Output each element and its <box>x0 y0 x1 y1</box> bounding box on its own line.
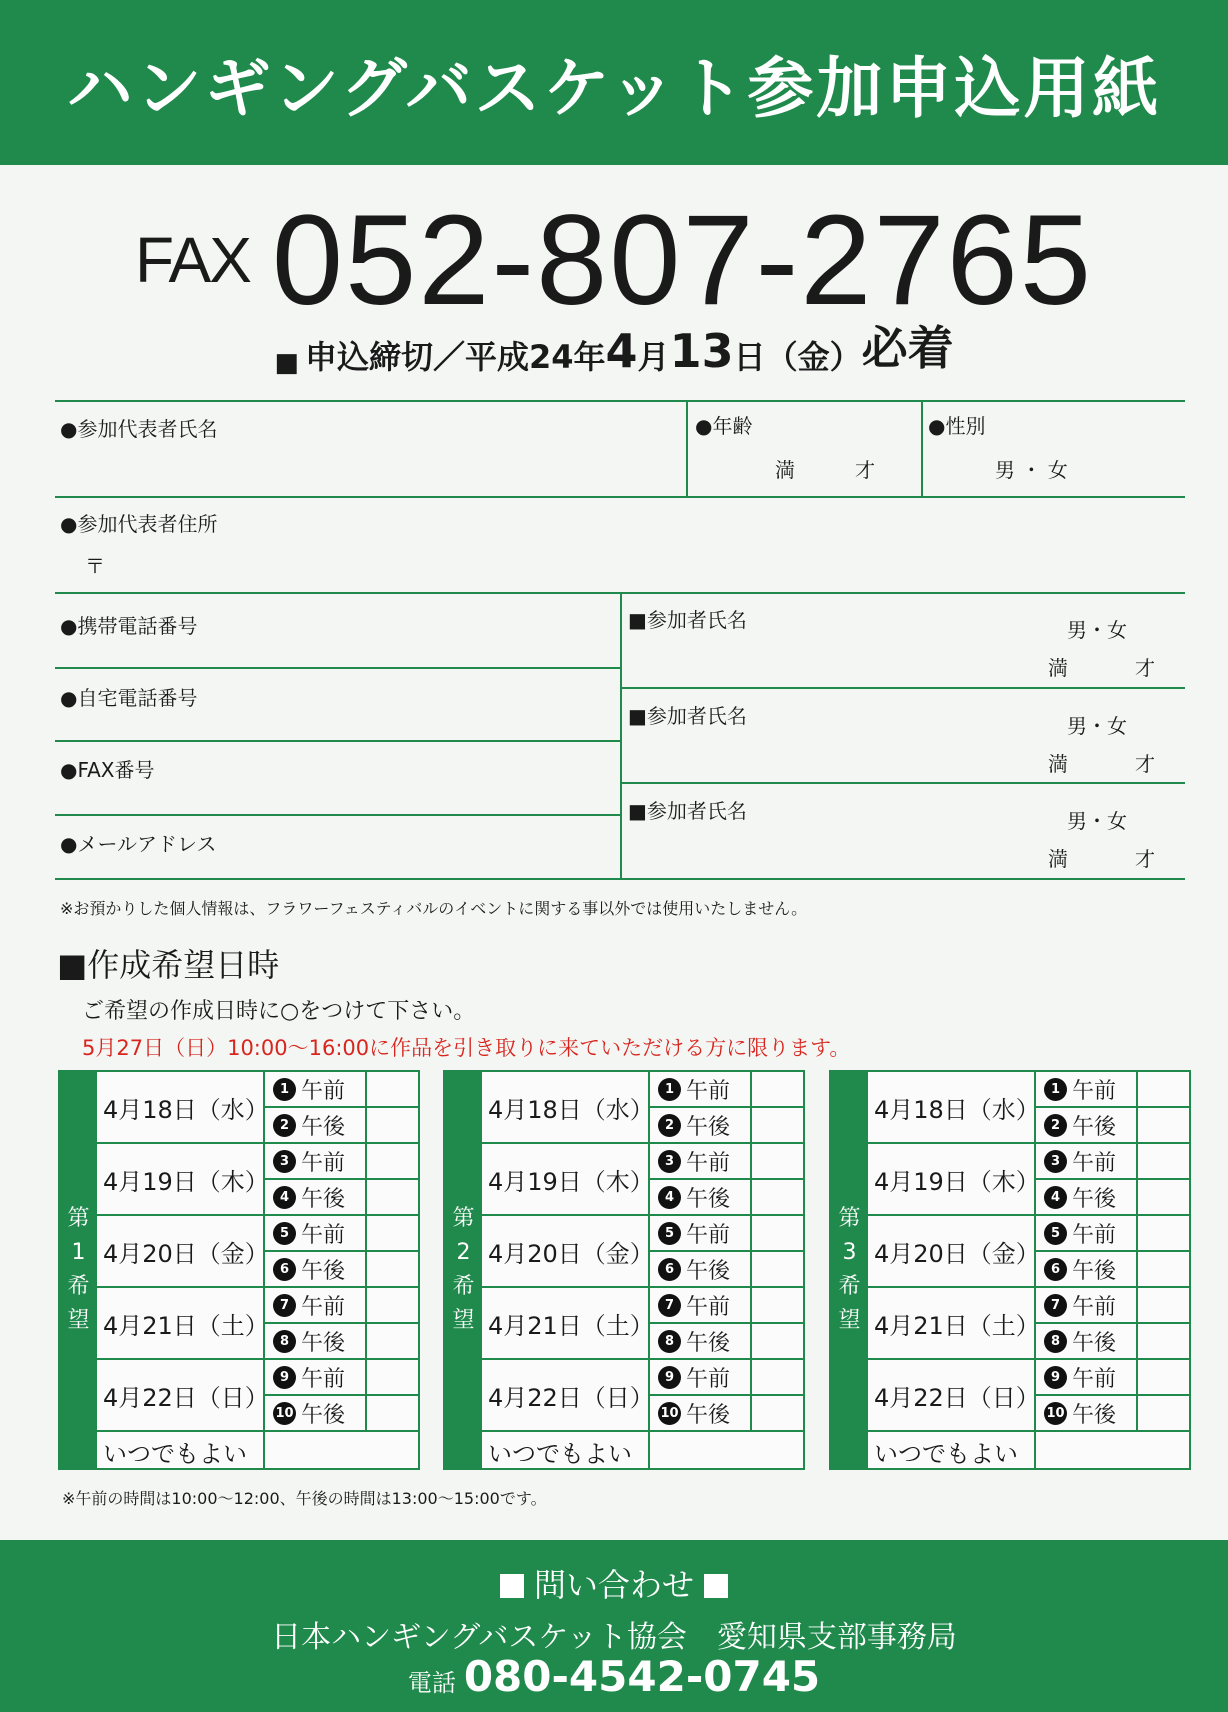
preference-rank-char: 第 <box>452 1205 475 1231</box>
participant-age-suffix: 才 <box>1135 752 1155 776</box>
time-slot-label <box>1036 1180 1138 1214</box>
time-slot-text: 午前 <box>686 1222 731 1248</box>
time-slot-text: 午前 <box>301 1078 346 1104</box>
time-slot-option[interactable] <box>650 1216 805 1252</box>
deadline-prefix: 申込締切／平成24年 <box>304 338 606 376</box>
date-cell: 4月19日（木） <box>97 1144 265 1216</box>
inquiry-label: 問い合わせ <box>533 1566 694 1604</box>
form-rule <box>55 740 620 742</box>
time-slot-label <box>1036 1360 1138 1394</box>
date-cell: 4月21日（土） <box>868 1288 1036 1360</box>
form-title: ハンギングバスケット参加申込用紙 <box>66 50 1162 127</box>
date-cell: 4月18日（水） <box>482 1072 650 1144</box>
circled-number-icon: 2 <box>1044 1114 1067 1137</box>
participant-age-prefix: 満 <box>1048 656 1068 680</box>
time-slot-label <box>650 1288 752 1322</box>
preference-rank-char: 第 <box>67 1205 90 1231</box>
circled-number-icon: 6 <box>1044 1258 1067 1281</box>
time-slot-label <box>650 1360 752 1394</box>
time-slot-option[interactable] <box>265 1072 420 1108</box>
deadline-month-unit: 月 <box>637 338 670 376</box>
preference-rank-char: 望 <box>838 1308 861 1334</box>
time-slot-label <box>265 1144 367 1178</box>
circled-number-icon: 2 <box>658 1114 681 1137</box>
time-slot-option[interactable] <box>1036 1072 1191 1108</box>
schedule-instruction: ご希望の作成日時に○をつけて下さい。 <box>82 999 476 1024</box>
circled-number-icon: 10 <box>658 1402 681 1425</box>
circled-number-icon: 3 <box>1044 1150 1067 1173</box>
anytime-option[interactable]: いつでもよい <box>97 1432 265 1470</box>
form-rule <box>921 400 923 496</box>
time-slot-label <box>265 1072 367 1106</box>
time-slot-label <box>265 1216 367 1250</box>
time-slot-label <box>650 1396 752 1430</box>
time-slot-option[interactable] <box>265 1252 420 1288</box>
pickup-restriction: 5月27日（日）10:00〜16:00に作品を引き取りに来ていただける方に限ります。 <box>82 1036 851 1060</box>
participant-gender-options: 男・女 <box>1067 809 1127 833</box>
date-cell: 4月19日（木） <box>482 1144 650 1216</box>
deadline-marker: ■ <box>274 348 299 378</box>
date-cell: 4月20日（金） <box>97 1216 265 1288</box>
form-rule <box>55 400 1185 402</box>
date-cell: 4月18日（水） <box>868 1072 1036 1144</box>
time-slot-text: 午後 <box>301 1402 346 1428</box>
time-slot-label <box>1036 1324 1138 1358</box>
circled-number-icon: 3 <box>273 1150 296 1173</box>
date-cell: 4月21日（土） <box>97 1288 265 1360</box>
circled-number-icon: 7 <box>658 1294 681 1317</box>
organization-name: 日本ハンギングバスケット協会 愛知県支部事務局 <box>271 1620 957 1655</box>
time-slot-option[interactable] <box>265 1288 420 1324</box>
time-slot-label <box>650 1072 752 1106</box>
time-slot-text: 午前 <box>1072 1222 1117 1248</box>
circled-number-icon: 6 <box>658 1258 681 1281</box>
time-footnote: ※午前の時間は10:00〜12:00、午後の時間は13:00〜15:00です。 <box>62 1489 547 1508</box>
circled-number-icon: 4 <box>1044 1186 1067 1209</box>
time-slot-option[interactable] <box>650 1288 805 1324</box>
deadline-month: 4 <box>605 324 638 378</box>
circled-number-icon: 9 <box>273 1366 296 1389</box>
time-slot-option[interactable] <box>650 1072 805 1108</box>
preference-rank-char: 望 <box>67 1308 90 1334</box>
time-slot-label <box>1036 1252 1138 1286</box>
circled-number-icon: 2 <box>273 1114 296 1137</box>
form-rule <box>620 782 1185 784</box>
preference-rank-label <box>831 1072 868 1468</box>
date-cell: 4月19日（木） <box>868 1144 1036 1216</box>
time-slot-option[interactable] <box>265 1144 420 1180</box>
phone-number: 080-4542-0745 <box>463 1652 821 1701</box>
deadline-day: 13 <box>669 324 734 378</box>
time-slot-option[interactable] <box>1036 1396 1191 1432</box>
time-slot-option[interactable] <box>265 1324 420 1360</box>
circled-number-icon: 4 <box>273 1186 296 1209</box>
time-slot-label <box>265 1324 367 1358</box>
time-slot-label <box>650 1180 752 1214</box>
circled-number-icon: 7 <box>1044 1294 1067 1317</box>
time-slot-option[interactable] <box>650 1324 805 1360</box>
time-slot-text: 午前 <box>301 1222 346 1248</box>
time-slot-option[interactable] <box>265 1396 420 1432</box>
time-slot-text: 午前 <box>301 1294 346 1320</box>
time-slot-option[interactable] <box>1036 1180 1191 1216</box>
preference-rank-char: 希 <box>838 1274 861 1299</box>
participant-age-prefix: 満 <box>1048 752 1068 776</box>
participant-gender-options: 男・女 <box>1067 618 1127 642</box>
time-slot-text: 午後 <box>301 1330 346 1356</box>
time-slot-option[interactable] <box>265 1360 420 1396</box>
circled-number-icon: 10 <box>1044 1402 1067 1425</box>
participant-age-prefix: 満 <box>1048 847 1068 871</box>
time-slot-text: 午後 <box>1072 1258 1117 1284</box>
time-slot-label <box>1036 1288 1138 1322</box>
time-slot-label <box>650 1216 752 1250</box>
time-slot-option[interactable] <box>265 1180 420 1216</box>
postal-mark: 〒 <box>85 554 105 578</box>
form-rule <box>55 667 620 669</box>
preference-rank-char: 1 <box>71 1239 86 1265</box>
time-slot-option[interactable] <box>1036 1360 1191 1396</box>
circled-number-icon: 7 <box>273 1294 296 1317</box>
time-slot-option[interactable] <box>650 1144 805 1180</box>
time-slot-option[interactable] <box>1036 1216 1191 1252</box>
time-slot-text: 午後 <box>301 1186 346 1212</box>
preference-rank-label <box>445 1072 482 1468</box>
participant-name-label: ■参加者氏名 <box>628 704 747 728</box>
time-slot-option[interactable] <box>265 1216 420 1252</box>
address-label: ●参加代表者住所 <box>60 512 218 536</box>
date-cell: 4月22日（日） <box>482 1360 650 1432</box>
time-slot-text: 午前 <box>1072 1078 1117 1104</box>
mobile-phone-label: ●携帯電話番号 <box>60 614 198 638</box>
time-slot-option[interactable] <box>1036 1324 1191 1360</box>
circled-number-icon: 10 <box>273 1402 296 1425</box>
age-suffix: 才 <box>855 458 875 482</box>
fax-number-label: ●FAX番号 <box>60 758 155 782</box>
deadline <box>0 318 1228 378</box>
square-icon <box>500 1574 524 1598</box>
participant-name-label: ■参加者氏名 <box>628 799 747 823</box>
preference-rank-char: 2 <box>456 1239 471 1265</box>
form-rule <box>55 814 620 816</box>
time-slot-option[interactable] <box>650 1360 805 1396</box>
inquiry-heading <box>0 1560 1228 1606</box>
circled-number-icon: 1 <box>658 1078 681 1101</box>
form-rule <box>55 496 1185 498</box>
time-slot-text: 午前 <box>301 1150 346 1176</box>
age-label: ●年齢 <box>695 414 753 438</box>
circled-number-icon: 8 <box>1044 1330 1067 1353</box>
time-slot-label <box>265 1180 367 1214</box>
circled-number-icon: 8 <box>273 1330 296 1353</box>
time-slot-text: 午後 <box>1072 1402 1117 1428</box>
time-slot-label <box>265 1360 367 1394</box>
time-slot-text: 午後 <box>301 1114 346 1140</box>
preference-rank-char: 望 <box>452 1308 475 1334</box>
participant-name-label: ■参加者氏名 <box>628 608 747 632</box>
time-slot-option[interactable] <box>265 1108 420 1144</box>
participant-age-suffix: 才 <box>1135 847 1155 871</box>
time-slot-text: 午前 <box>686 1078 731 1104</box>
fax-number: 052-807-2765 <box>271 189 1094 332</box>
circled-number-icon: 8 <box>658 1330 681 1353</box>
time-slot-text: 午後 <box>1072 1186 1117 1212</box>
time-slot-text: 午後 <box>301 1258 346 1284</box>
time-slot-label <box>265 1108 367 1142</box>
circled-number-icon: 3 <box>658 1150 681 1173</box>
time-slot-option[interactable] <box>650 1180 805 1216</box>
preference-rank-char: 希 <box>67 1274 90 1299</box>
square-icon <box>704 1574 728 1598</box>
circled-number-icon: 9 <box>1044 1366 1067 1389</box>
time-slot-text: 午前 <box>1072 1150 1117 1176</box>
form-rule <box>620 687 1185 689</box>
schedule-section-title: ■作成希望日時 <box>57 946 280 984</box>
fax-line <box>0 175 1228 332</box>
email-label: ●メールアドレス <box>60 832 217 856</box>
circled-number-icon: 9 <box>658 1366 681 1389</box>
form-title-banner <box>0 0 1228 165</box>
time-slot-text: 午後 <box>686 1402 731 1428</box>
anytime-option[interactable]: いつでもよい <box>868 1432 1036 1470</box>
preference-table-2 <box>443 1070 805 1470</box>
home-phone-label: ●自宅電話番号 <box>60 686 198 710</box>
time-slot-text: 午前 <box>1072 1294 1117 1320</box>
time-slot-option[interactable] <box>1036 1252 1191 1288</box>
time-slot-option[interactable] <box>1036 1144 1191 1180</box>
circled-number-icon: 1 <box>273 1078 296 1101</box>
participant-gender-options: 男・女 <box>1067 714 1127 738</box>
fax-label: FAX <box>134 224 250 296</box>
gender-label: ●性別 <box>928 414 986 438</box>
time-slot-label <box>650 1144 752 1178</box>
date-cell: 4月22日（日） <box>868 1360 1036 1432</box>
preference-rank-char: 希 <box>452 1274 475 1299</box>
deadline-day-unit: 日（金） <box>733 338 862 376</box>
privacy-notice: ※お預かりした個人情報は、フラワーフェスティバルのイベントに関する事以外では使用いたしません。 <box>60 899 808 918</box>
time-slot-option[interactable] <box>1036 1288 1191 1324</box>
time-slot-label <box>650 1252 752 1286</box>
time-slot-text: 午前 <box>686 1294 731 1320</box>
contact-phone <box>0 1652 1228 1701</box>
age-prefix: 満 <box>775 458 795 482</box>
time-slot-label <box>265 1396 367 1430</box>
preference-table-3 <box>829 1070 1191 1470</box>
form-rule <box>620 592 622 880</box>
circled-number-icon: 5 <box>658 1222 681 1245</box>
time-slot-text: 午前 <box>1072 1366 1117 1392</box>
date-cell: 4月18日（水） <box>97 1072 265 1144</box>
contact-footer <box>0 1540 1228 1712</box>
time-slot-label <box>1036 1144 1138 1178</box>
time-slot-text: 午前 <box>686 1366 731 1392</box>
time-slot-label <box>1036 1108 1138 1142</box>
applicant-form <box>55 400 1185 882</box>
circled-number-icon: 1 <box>1044 1078 1067 1101</box>
phone-label: 電話 <box>407 1669 456 1697</box>
circled-number-icon: 4 <box>658 1186 681 1209</box>
circled-number-icon: 5 <box>273 1222 296 1245</box>
date-cell: 4月21日（土） <box>482 1288 650 1360</box>
gender-options: 男 ・ 女 <box>995 458 1068 482</box>
rep-name-label: ●参加代表者氏名 <box>60 417 218 441</box>
deadline-suffix: 必着 <box>861 321 954 375</box>
circled-number-icon: 6 <box>273 1258 296 1281</box>
preference-table-1 <box>58 1070 420 1470</box>
time-slot-label <box>1036 1396 1138 1430</box>
time-slot-text: 午前 <box>301 1366 346 1392</box>
time-slot-text: 午後 <box>1072 1330 1117 1356</box>
time-slot-text: 午後 <box>686 1114 731 1140</box>
participant-age-suffix: 才 <box>1135 656 1155 680</box>
anytime-option[interactable]: いつでもよい <box>482 1432 650 1470</box>
time-slot-label <box>1036 1072 1138 1106</box>
time-slot-text: 午後 <box>1072 1114 1117 1140</box>
date-cell: 4月20日（金） <box>868 1216 1036 1288</box>
time-slot-label <box>650 1324 752 1358</box>
form-rule <box>686 400 688 496</box>
time-slot-text: 午後 <box>686 1186 731 1212</box>
time-slot-option[interactable] <box>650 1252 805 1288</box>
time-slot-label <box>265 1288 367 1322</box>
date-cell: 4月20日（金） <box>482 1216 650 1288</box>
preference-rank-char: 3 <box>842 1239 857 1265</box>
preference-rank-char: 第 <box>838 1205 861 1231</box>
time-slot-label <box>1036 1216 1138 1250</box>
circled-number-icon: 5 <box>1044 1222 1067 1245</box>
time-slot-option[interactable] <box>1036 1108 1191 1144</box>
time-slot-text: 午後 <box>686 1258 731 1284</box>
time-slot-text: 午後 <box>686 1330 731 1356</box>
time-slot-text: 午前 <box>686 1150 731 1176</box>
time-slot-option[interactable] <box>650 1108 805 1144</box>
time-slot-label <box>265 1252 367 1286</box>
date-cell: 4月22日（日） <box>97 1360 265 1432</box>
preference-rank-label <box>60 1072 97 1468</box>
time-slot-label <box>650 1108 752 1142</box>
time-slot-option[interactable] <box>650 1396 805 1432</box>
